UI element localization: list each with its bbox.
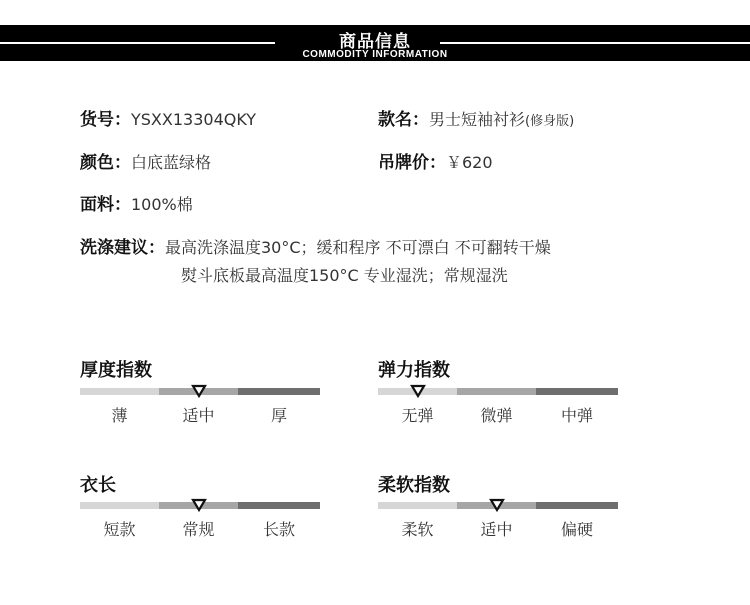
scale-option: 薄 — [111, 406, 128, 425]
scale-option: 无弹 — [401, 406, 434, 425]
scale-option: 适中 — [480, 520, 513, 539]
thickness-scale — [80, 388, 320, 448]
scale-segment — [378, 502, 457, 509]
fabric-label: 面料： — [80, 195, 131, 215]
scale-option: 常规 — [182, 520, 215, 539]
price-label: 吊牌价： — [378, 153, 446, 173]
triangle-marker-icon — [191, 498, 207, 512]
scale-segment — [536, 502, 618, 509]
elasticity-scale — [378, 388, 618, 448]
wash-row-continued — [181, 263, 508, 286]
triangle-marker-icon — [489, 498, 505, 512]
fabric-row — [80, 190, 193, 215]
scale-option: 微弹 — [480, 406, 513, 425]
section-subtitle: COMMODITY INFORMATION — [302, 49, 448, 60]
style-name-label: 款名： — [378, 110, 429, 130]
wash-line-2: 熨斗底板最高温度150°C 专业湿洗；常规湿洗 — [181, 266, 508, 285]
triangle-marker-icon — [410, 384, 426, 398]
color-label: 颜色： — [80, 153, 131, 173]
color-value: 白底蓝绿格 — [131, 153, 212, 172]
elasticity-title: 弹力指数 — [378, 360, 450, 381]
wash-row — [80, 233, 551, 258]
scale-option: 适中 — [182, 406, 215, 425]
scale-segment — [457, 388, 536, 395]
price-row — [378, 148, 493, 173]
softness-title: 柔软指数 — [378, 475, 450, 496]
style-name-value: 男士短袖衬衫 — [429, 110, 526, 129]
section-title: 商品信息 — [339, 32, 411, 52]
price-value: ￥620 — [446, 153, 493, 172]
scale-segment — [80, 502, 159, 509]
scale-option: 柔软 — [401, 520, 434, 539]
wash-label: 洗涤建议： — [80, 238, 165, 258]
scale-segment — [536, 388, 618, 395]
wash-line-1: 最高洗涤温度30°C；缓和程序 不可漂白 不可翻转干燥 — [165, 238, 551, 257]
thickness-title: 厚度指数 — [80, 360, 152, 381]
scale-option: 短款 — [103, 520, 136, 539]
color-row — [80, 148, 211, 173]
item-number-value: YSXX13304QKY — [131, 110, 257, 129]
length-title: 衣长 — [80, 475, 116, 496]
scale-option: 中弹 — [560, 406, 593, 425]
length-scale — [80, 502, 320, 562]
softness-scale — [378, 502, 618, 562]
scale-segment — [238, 388, 320, 395]
triangle-marker-icon — [191, 384, 207, 398]
scale-option: 厚 — [270, 406, 287, 425]
item-number-row — [80, 105, 256, 130]
style-name-note: (修身版) — [525, 114, 575, 129]
style-name-row — [378, 105, 574, 130]
scale-segment — [80, 388, 159, 395]
item-number-label: 货号： — [80, 110, 131, 130]
scale-option: 偏硬 — [560, 520, 593, 539]
scale-segment — [238, 502, 320, 509]
fabric-value: 100%棉 — [131, 195, 193, 214]
scale-option: 长款 — [262, 520, 295, 539]
